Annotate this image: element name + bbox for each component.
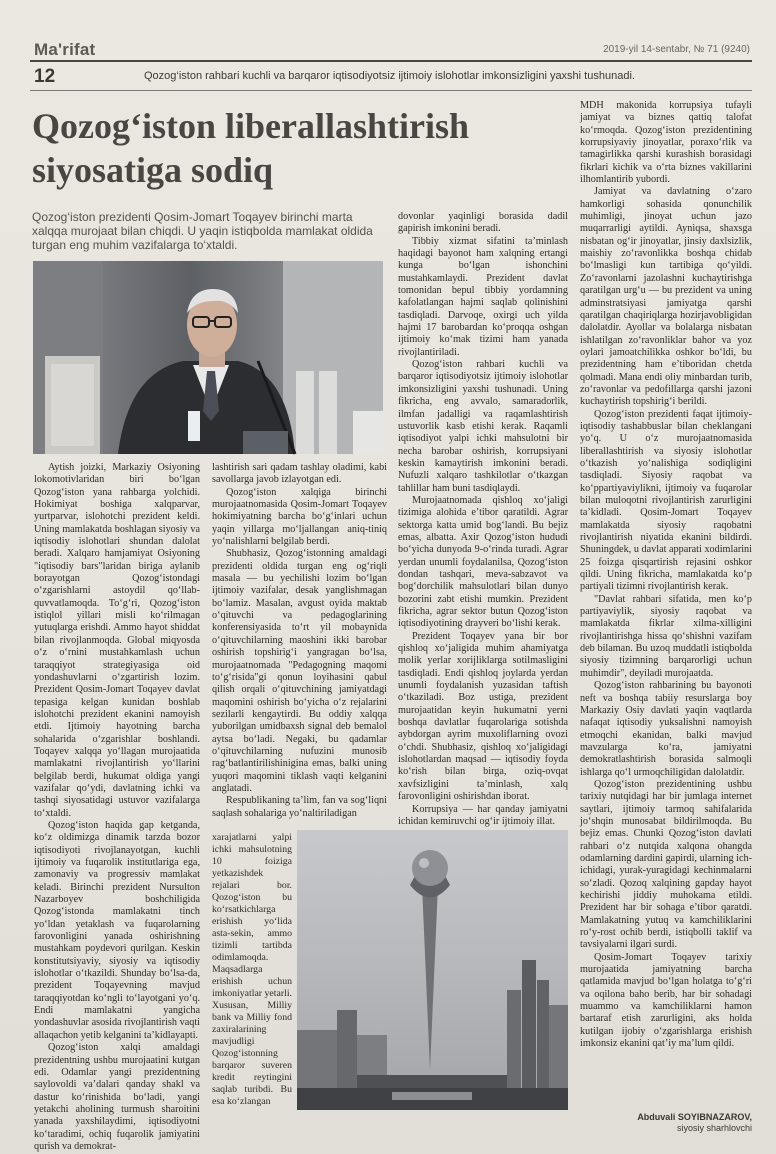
publication-name: Ma'rifat <box>34 40 96 59</box>
header-rule <box>30 60 752 62</box>
paragraph: Qozog‘iston prezidenti faqat ijtimoiy-iqtisodiy tashabbuslar bilan cheklangani yo‘q. U o‘z murojaatnomasida liberallashtirish va siyosiy islohotlar o‘tkazish yo‘nalishiga sodiqligini tasdiqladi. Siyosiy raqobat va ko‘ppartiyaviylikni, ijtimoiy va fuqarolar bilan muloqotni rivojlantirish zarurligini ta’kidladi. Qosim-Jomart Toqayev mamlakatda siyosiy raqobatni rivojlantirish niyatida ekanini bildirdi. Shuningdek, u davlat apparati xodimlarini 25 foizga qisqartirish rejasini oshkor qildi. Uning fikricha, mamlakatda ko‘p partiyali tizimni rivojlantirish kerak. <box>580 408 752 593</box>
paragraph: lashtirish sari qadam tashlay oladimi, kabi savollarga javob izlayotgan edi. <box>212 462 387 486</box>
header-divider <box>30 90 752 91</box>
article-column-2 <box>212 462 387 832</box>
paragraph: MDH makonida korrupsiya tufayli jamiyat va biznes qattiq talofat ko‘rmoqda. Qozog‘iston prezidentining korrupsiyaviy jinoyatlar, poraxo‘rlik va tamagirlikka qarshi kurashish borasidagi fikrlari kichik va o‘rta biznes vakillarini ilhomlantirib yubordi. <box>580 100 752 186</box>
article-column-4 <box>580 100 752 1110</box>
paragraph: Qozog‘iston xalqi amaldagi prezidentning ushbu murojaatini kutgan edi. Odamlar yangi prezidentning saylovoldi va’dalari qanday shakl va dastur ko‘rinishida bo‘ladi, yangi yetakchi aholining turmush sharoitini yanada yaxshilaydimi, iqtisodiyotni ko‘taradimi, ochiq fuqarolik jamiyatini qurish va demokrat- <box>34 1042 200 1152</box>
paragraph: Qozog‘iston haqida gap ketganda, ko‘z oldimizga dinamik tarzda bozor iqtisodiyoti rivojlanayotgan, kuchli ijtimoiy va fuqarolik institutlariga ega, zamonaviy va progressiv mamlakat keladi. Birinchi prezident Nursulton Nazarboyev boshchiligida Qozog‘istonda mamlakatni tinch yo‘ldan yetaklash va fuqarolarning farovonligini yanada oshirishning mustahkam poydevori qurilgan. Keskin konstitutsiyaviy, siyosiy va iqtisodiy islohotlar o‘tkazildi. Shunday bo‘lsa-da, prezident Toqayevning mavjud taraqqiyotdan ko‘ngli to‘layotgani yo‘q. Endi mamlakatni yangicha yondashuvlar asosida rivojlantirish vaqti allaqachon yetib kelganini ta’kidlayapti. <box>34 819 200 1041</box>
article-column-1 <box>34 462 200 1152</box>
article-column-3 <box>398 211 568 827</box>
paragraph: Prezident Toqayev yana bir bor qishloq xo‘jaligida muhim ahamiyatga molik yerlar xorijliklarga sotilmasligini tasdiqladi. Endi qishloq joylarda yerdan unumli foydalanish yuzasidan taftish o‘tkaziladi. Boz ustiga, prezident murojaatidan keyin hukumatni yerni boshqa davlatlar fuqarolariga sotishda aybdorgan ayrim muxoliflarning ovozi o‘chdi. Shubhasiz, qishloq xo‘jaligidagi islohotlardan maqsad — iqtisodiy foyda ko‘rish bilan birga, oziq-ovqat xavfsizligini ta’minlash, xalq farovonligini oshirishdan iborat. <box>398 630 568 803</box>
page-number: 12 <box>34 66 56 87</box>
paragraph: Qozog‘iston rahbari kuchli va barqaror iqtisodiyotsiz ijtimoiy islohotlar imkonsizligini yaxshi tushunadi. Uning fikricha, eng avvalo, samaradorlik, ilmfan jadalligi va raqamlashtirish ustuvorlik kasb etishi kerak. Raqamli iqtisodiyot yalpi ichki mahsulotni bir necha barobar oshirish, korrupsiyani keskin kamaytirish imkonini beradi. Nufuzli xalqaro tashkilotlar o‘tkazgan tahlillar ham buni tasdiqlaydi. <box>398 359 568 494</box>
paragraph: Qozog‘iston prezidentining ushbu tarixiy nutqidagi har bir jumlaga internet saytlari, ijtimoiy tarmoq sahifalarida jo‘shqin munosabat bildirilmoqda. Bu bejiz emas. Chunki Qozog‘iston davlati rahbari o‘z nutqida xalqona ohangda odamlarning dardini gapirdi, ularning ich-ichidagi, yurak-yuragidagi kechinmalarni so‘zladi. Qozoq xalqining gapday hayot kechirishi jiddiy muhokama etildi. Prezident har bir sohaga e’tibor qaratdi. Mamlakatning yutuq va kamchiliklarini ro‘y-rost ochib berdi, istiqbolli taklif va tavsiyalarni ilgari surdi. <box>580 778 752 951</box>
article-lead: Qozog‘iston prezidenti Qosim-Jomart Toqayev birinchi marta xalqqa murojaat bilan chiqdi. U yaqin istiqbolda mamlakat oldida turgan eng muhim vazifalarga to‘xtaldi. <box>32 210 373 252</box>
portrait-photo <box>33 261 383 454</box>
issue-dateline: 2019-yil 14-sentabr, № 71 (9240) <box>603 44 750 55</box>
article-headline: Qozog‘iston liberallashtirish siyosatiga sodiq <box>32 106 470 190</box>
city-tower-photo-graphic <box>297 830 568 1110</box>
author-name: Abduvali SOYIBNAZAROV, <box>637 1112 752 1122</box>
paragraph: Jamiyat va davlatning o‘zaro hamkorligi sohasida qonunchilik muhimligi, jinoyat uchun jazo muqarrarligi aytildi. Ayniqsa, shaxsga nisbatan og‘ir jinoyatlar, jinsiy daxlsizlik, maishiy zo‘ravonlikka boshqa chidab bo‘lmasligi kun tartibiga qo‘yildi. Zo‘ravonlarni jazolashni kuchaytirishga qaratilgan urg‘u — bu prezident va uning adminstratsiyasi jamiyatga qarshi qaratilgan chaqiriqlarga hozirjavobligidan dalolatdir. Ayollar va bolalarga nisbatan ishlatilgan zo‘ravonliklar bahor va yoz oylari jamoatchilikka oshkor bo‘ldi, bu prezidentning ham e’tiboridan chetda qolmadi. Mana endi oliy minbardan turib, zo‘ravonlar va pedofillarga qarshi jazoni kuchaytirish topshirig‘i berildi. <box>580 186 752 408</box>
paragraph: Qozog‘iston xalqiga birinchi murojaatnomasida Qosim-Jomart Toqayev hokimiyatning barcha bo‘g‘inlari uchun yaqin yillarga mo‘ljallangan aniq-tiniq yo‘nalishlarni belgilab berdi. <box>212 486 387 548</box>
portrait-photo-graphic <box>33 261 383 454</box>
paragraph: "Davlat rahbari sifatida, men ko‘p partiyaviylik, siyosiy raqobat va mamlakatda fikrlar xilma-xilligini rivojlantirishga hissa qo‘shishni vazifam deb bilaman. Bu uzoq muddatli istiqbolda siyosiy tizimning barqarorligi uchun muhimdir", deyiladi murojaatda. <box>580 593 752 679</box>
running-title: Qozog‘iston rahbari kuchli va barqaror iqtisodiyotsiz ijtimoiy islohotlar imkonsizligini yaxshi tushunadi. <box>144 70 635 82</box>
paragraph: Respublikaning ta’lim, fan va sog‘liqni saqlash sohalariga yo‘naltiriladigan <box>212 795 387 819</box>
paragraph: Korrupsiya — har qanday jamiyatni ichidan kemiruvchi og‘ir ijtimoiy illat. <box>398 803 568 827</box>
author-title: siyosiy sharhlovchi <box>676 1123 752 1133</box>
paragraph: Tibbiy xizmat sifatini ta’minlash haqidagi bayonot ham xalqning ertangi kunga bo‘lgan ishonchini mustahkamlaydi. Prezident davlat tomonidan bepul tibbiy yordamning kafolatlangan hajmi saqlab qolinishini tasdiqladi. Darvoqe, oxirgi uch yilda hajmi 17 barobardan ko‘proqqa oshgan ijtimoiy ko‘mak tizimi ham yanada rivojlantiriladi. <box>398 235 568 358</box>
paragraph: Aytish joizki, Markaziy Osiyoning lokomotivlaridan biri bo‘lgan Qozog‘iston yana rahbarga yolchidi. Hokimiyat boshiga xalqparvar, yurtparvar, islohotchi prezident keldi. Uning mamlakatda boshlagan siyosiy va iqtisodiy islohotlari shundan dalolat beradi. Xalqaro hamjamiyat Osiyoning "iqtisodiy bars"laridan biriga aylanib borayotgan Qozog‘istondagi o‘zgarishlarni astoydil qo‘llab-quvvatlamoqda. To‘g‘ri, Qozog‘iston istiqlol yillari misli ko‘rilmagan yutuqlarga erishdi. Ammo hayot shiddat bilan rivojlanmoqda. Global miqyosda o‘z o‘rnini mustahkamlash uchun taraqqiyot strategiyasiga oid yondashuvlarni o‘zgartirish lozim. Prezident Qosim-Jomart Toqayev davlat tepasiga kelgan kunidan boshlab islohotchi prezident ekanini namoyish etdi. Ijtimoiy hayotning barcha sohalarida o‘zgarishlar boshlandi. Toqayev xalqqa yo‘llagan murojaatida mamlakatni rivojlantirish yo‘llarini belgilab berdi, hukumat oldiga yangi vazifalar qo‘ydi, davlatning ichki va tashqi siyosatidagi ustuvor vazifalarga to‘xtaldi. <box>34 462 200 819</box>
paragraph: Shubhasiz, Qozog‘istonning amaldagi prezidenti oldida turgan eng og‘riqli masala — bu yechilishi lozim bo‘lgan ijtimoiy vazifalar, desak yanglishmagan bo‘lamiz. Masalan, avgust oyida maktab o‘qituvchi va pedagoglarining konferensiyasida to‘rt yil mobaynida o‘qituvchilarning maoshini ikki barobar oshirish topshirig‘i yangragan bo‘lsa, murojaatnomada "Pedagogning maqomi to‘g‘risida"gi qonun loyihasini qabul qilish orqali o‘qituvchining jamiyatdagi maqomini oshirish bo‘yicha o‘z rejalarini sezilarli kengaytirdi. Bu oddiy xalqqa yuborilgan umidbaxsh signal deb bemalol aytsa bo‘ladi. Negaki, bu qadamlar o‘qituvchilarning nufuzini munosib rag‘batlantirilishinigina emas, balki uning yuqori maqomini tiklash vaqti kelganini anglatadi. <box>212 548 387 794</box>
paragraph: Qozog‘iston rahbarining bu bayonoti neft va boshqa tabiiy resurslarga boy Markaziy Osiy davlati yaqin vaqtlarda nafaqat iqtisodiy yuksalishni namoyish etmoqchi ekanidan, balki mavjud mavzularga ko‘ra, jamiyatni demokratlashtirish borasida salmoqli ishlarga qo‘l urmoqchiligidan dalolatdir. <box>580 680 752 778</box>
author-byline <box>588 1112 752 1134</box>
paragraph: dovonlar yaqinligi borasida dadil gapirish imkonini beradi. <box>398 211 568 235</box>
paragraph: xarajatlarni yalpi ichki mahsulotning 10 foizigа yetkazishdek rejalari bor. Qozog‘iston bu ko‘rsatkichlarga erishish yo‘lida asta-sekin, ammo tizimli tartibda odimlamoqda. Maqsadlarga erishish uchun imkoniyatlar yetarli. Xususan, Milliy bank va Milliy fond zaxiralarining mavjudligi Qozog‘istonning barqaror suveren kredit reytingini saqlab turibdi. Bu esa ko‘zlangan <box>212 832 292 1107</box>
article-column-2-narrow <box>212 832 292 1112</box>
city-tower-photo <box>297 830 568 1110</box>
paragraph: Murojaatnomada qishloq xo‘jaligi tizimiga alohida e’tibor qaratildi. Agrar sektorga katta umid bog‘landi. Bu bejiz emas, albatta. Axir Qozog‘iston hududi bo‘yicha dunyoda 9-o‘rinda turadi. Agrar yerdan unumli foydalanilsa, Qozog‘iston dondan tashqari, meva-sabzavot va bog‘dorchilik mahsulotlari bilan dunyo bozorini zabt etishi mumkin. Prezident fikricha, agrar sektor butun Qozog‘iston iqtisodiyotining drayveri bo‘lishi kerak. <box>398 494 568 630</box>
paragraph: Qosim-Jomart Toqayev tarixiy murojaatida jamiyatning barcha qatlamida mavjud bo‘lgan holatga to‘g‘ri va oqilona baho berib, har bir sohadagi muammo va kamchiliklarni hamon bartaraf etish zarurligini, aks holda kutilgan ijobiy o‘zgarishlarga erishish imkonsiz ekanini qat’iy ma’lum qildi. <box>580 951 752 1050</box>
